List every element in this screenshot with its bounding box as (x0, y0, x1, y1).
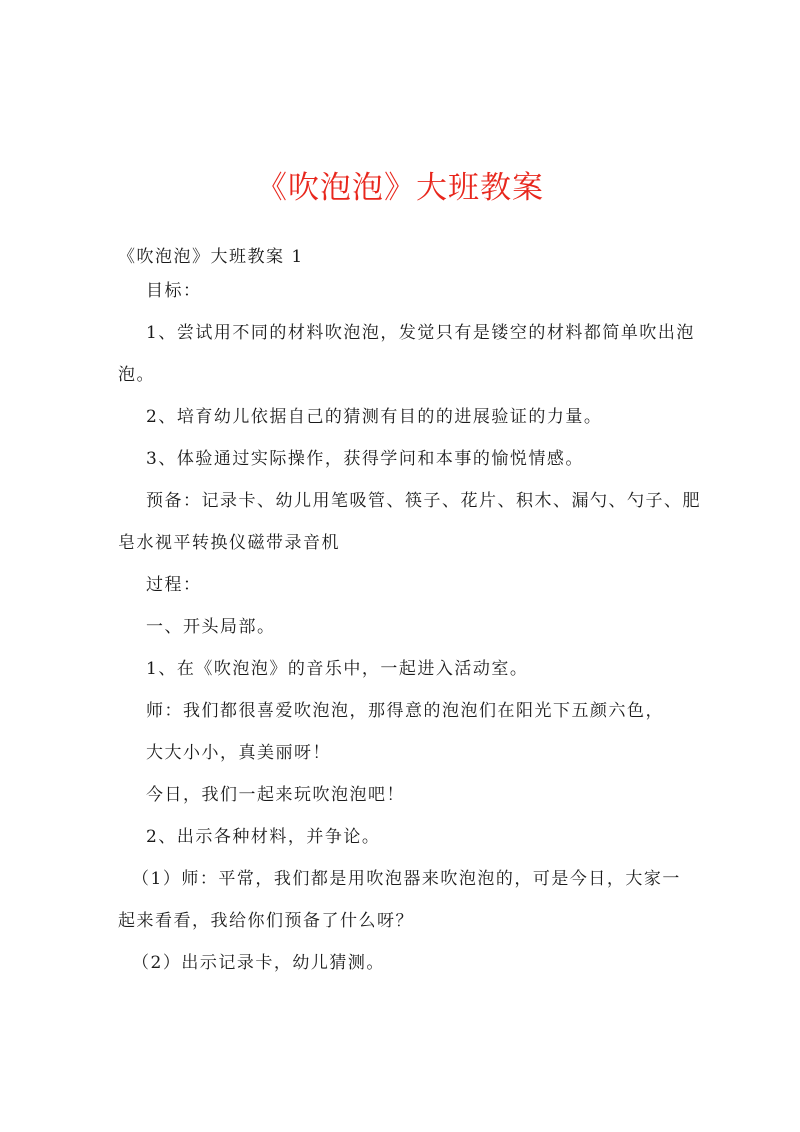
goal-item-1-line-1: 1、尝试用不同的材料吹泡泡，发觉只有是镂空的材料都简单吹出泡 (146, 323, 695, 343)
goal-item-1-line-2: 泡。 (118, 365, 155, 385)
process-label: 过程： (146, 575, 202, 595)
step-1: 1、在《吹泡泡》的音乐中，一起进入活动室。 (146, 659, 529, 679)
teacher-speech-1: 师：我们都很喜爱吹泡泡，那得意的泡泡们在阳光下五颜六色， (146, 701, 664, 721)
step-2: 2、出示各种材料，并争论。 (146, 827, 381, 847)
goal-item-2: 2、培育幼儿依据自己的猜测有目的的进展验证的力量。 (146, 407, 603, 427)
preparation-line-1: 预备：记录卡、幼儿用笔吸管、筷子、花片、积木、漏勺、勺子、肥 (146, 491, 701, 511)
preparation-line-2: 皂水视平转换仪磁带录音机 (118, 533, 340, 553)
goal-item-3: 3、体验通过实际操作，获得学问和本事的愉悦情感。 (146, 449, 584, 469)
document-body (118, 242, 700, 978)
teacher-speech-3: 今日，我们一起来玩吹泡泡吧！ (146, 785, 405, 805)
sub-step-1-line-1: （1）师：平常，我们都是用吹泡器来吹泡泡的，可是今日，大家一 (132, 869, 681, 889)
goal-label: 目标： (146, 281, 202, 301)
teacher-speech-2: 大大小小，真美丽呀！ (146, 743, 331, 763)
part-1-heading: 一、开头局部。 (146, 617, 276, 637)
lesson-subtitle: 《吹泡泡》大班教案 1 (118, 247, 304, 267)
sub-step-1-line-2: 起来看看，我给你们预备了什么呀？ (118, 911, 414, 931)
sub-step-2: （2）出示记录卡，幼儿猜测。 (132, 953, 385, 973)
document-title: 《吹泡泡》大班教案 (256, 170, 544, 206)
